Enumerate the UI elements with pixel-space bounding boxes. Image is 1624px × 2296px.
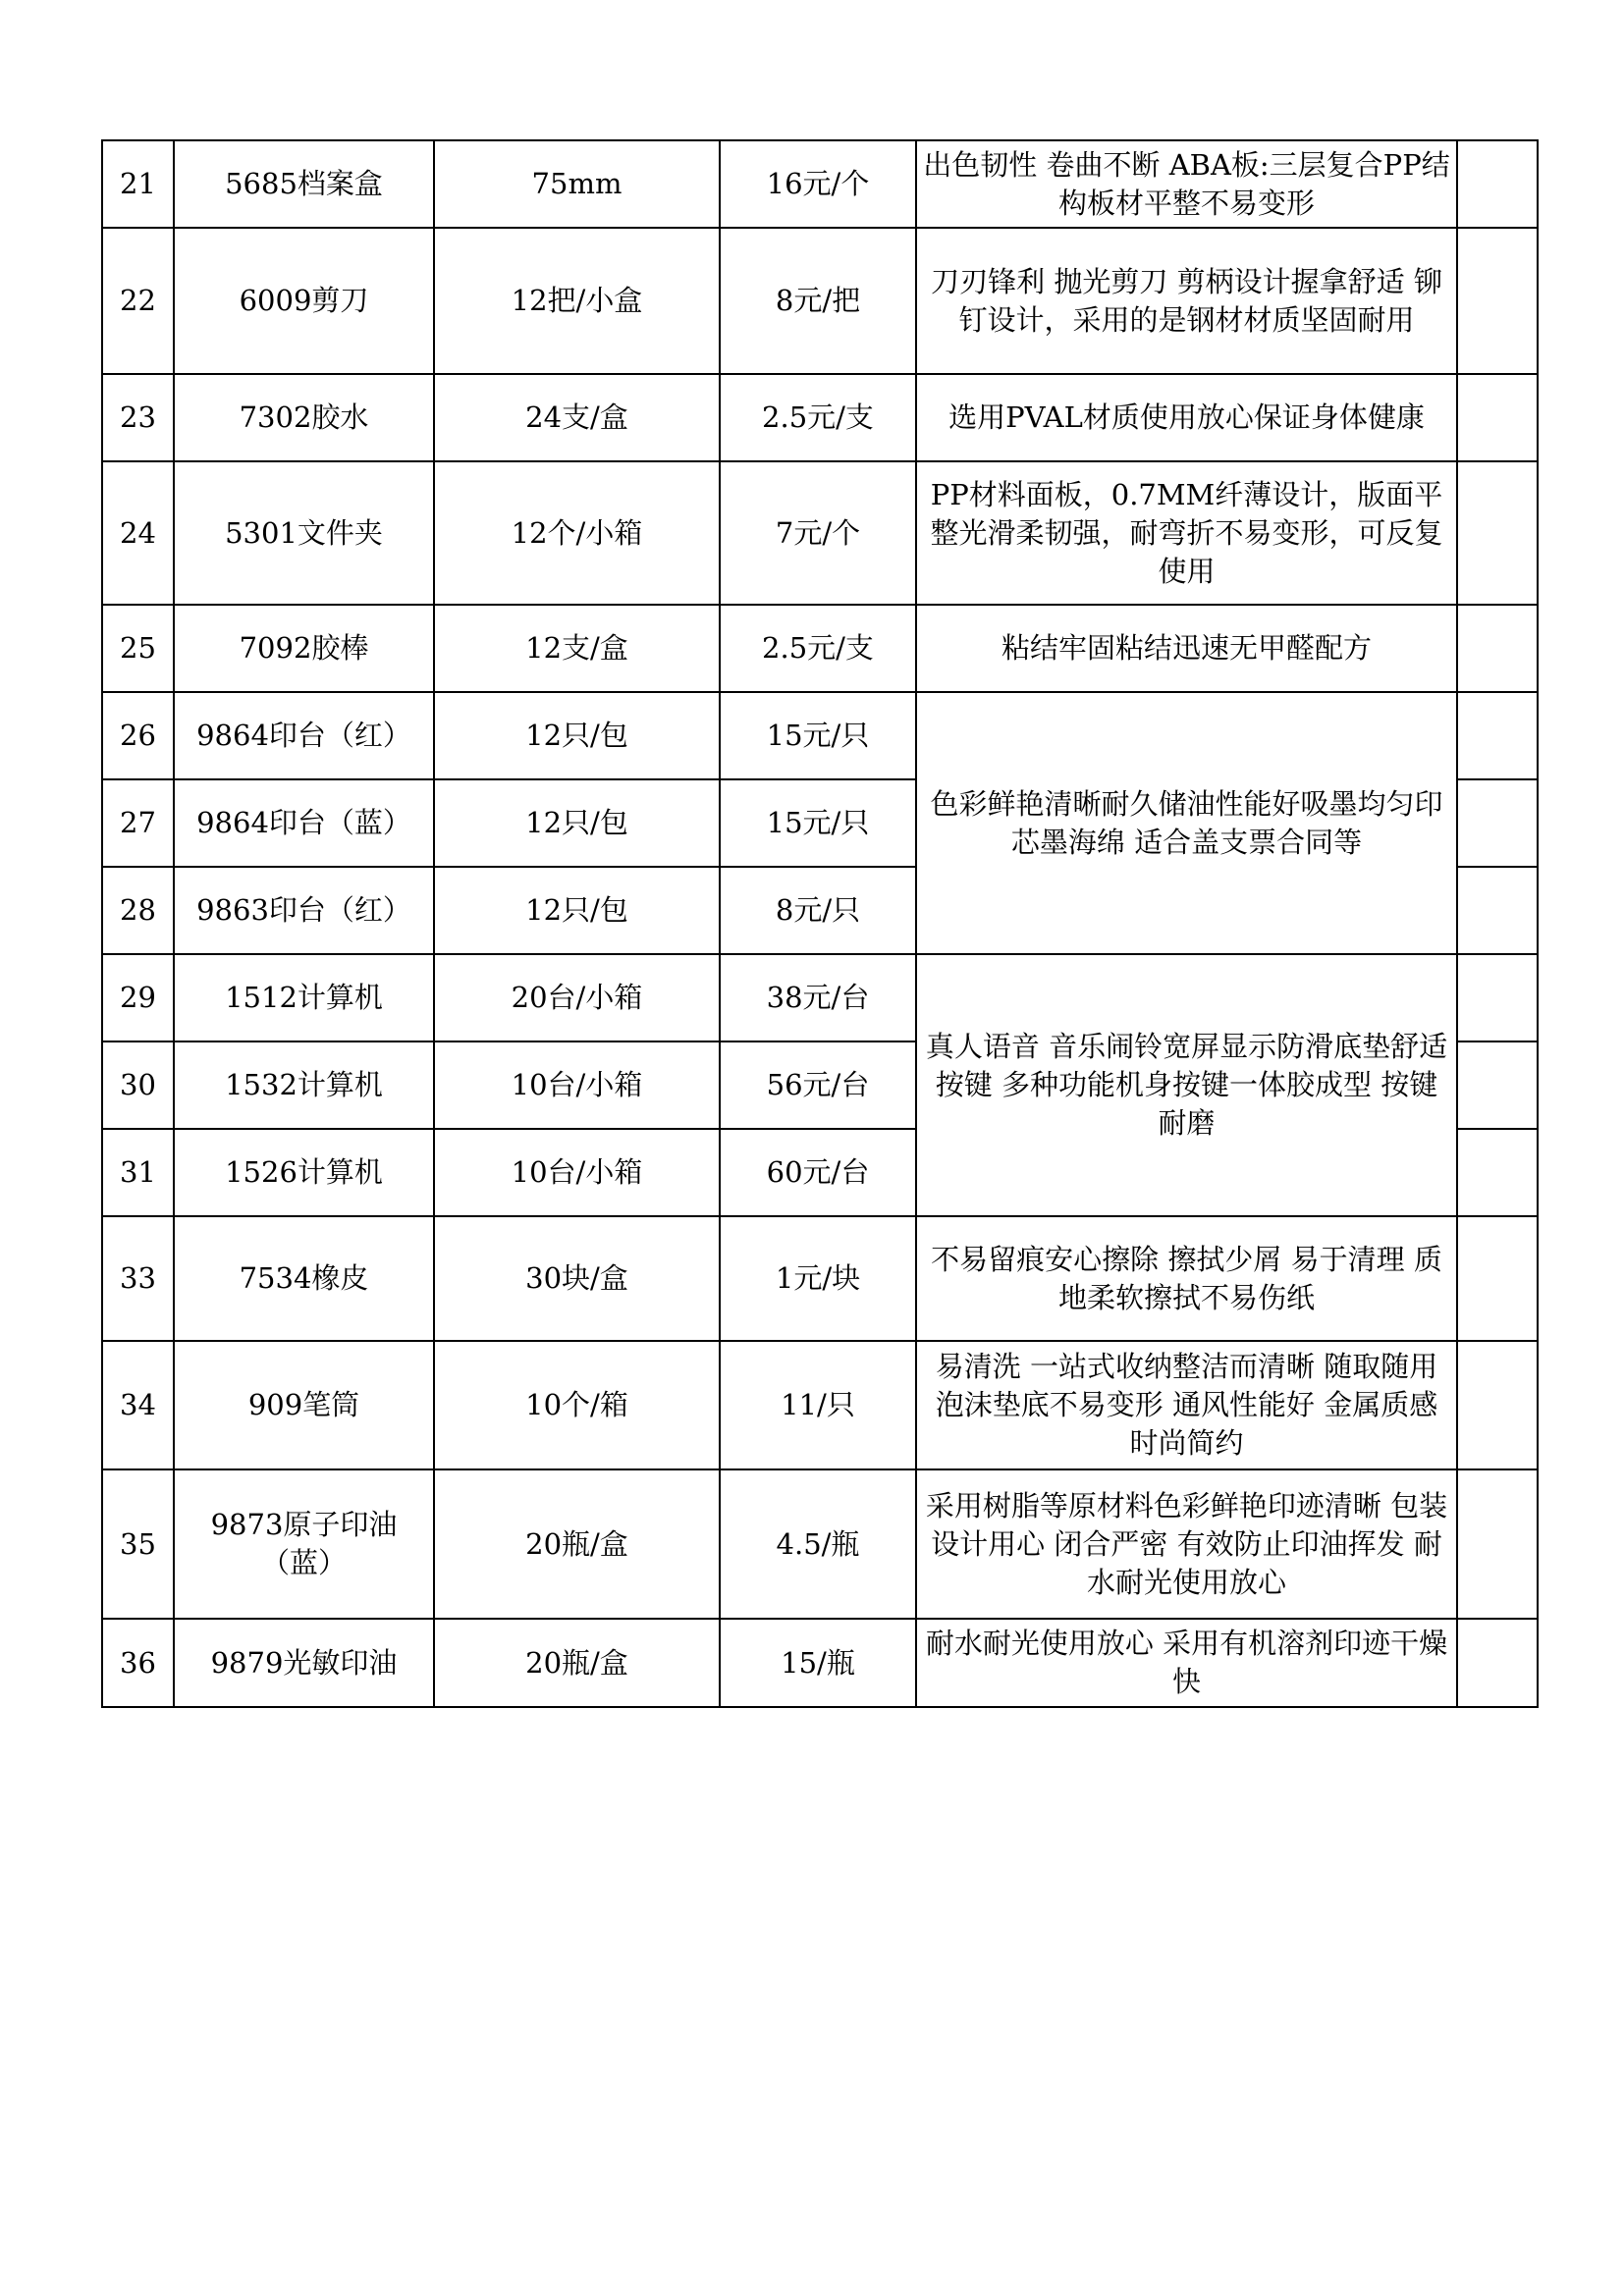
- row-number: 29: [102, 954, 174, 1041]
- product-name: 9864印台（蓝）: [174, 779, 434, 867]
- product-price: 16元/个: [720, 140, 916, 228]
- table-row: [102, 374, 1538, 461]
- product-price: 2.5元/支: [720, 605, 916, 692]
- product-table: [101, 139, 1539, 1708]
- row-number: 24: [102, 461, 174, 605]
- product-description: 刀刃锋利 抛光剪刀 剪柄设计握拿舒适 铆钉设计，采用的是钢材材质坚固耐用: [916, 228, 1457, 374]
- row-number: 26: [102, 692, 174, 779]
- extra-cell: [1457, 1041, 1538, 1129]
- table-row: [102, 228, 1538, 374]
- product-name: 1532计算机: [174, 1041, 434, 1129]
- extra-cell: [1457, 1469, 1538, 1619]
- table-row: [102, 1619, 1538, 1707]
- product-spec: 30块/盒: [434, 1216, 720, 1341]
- product-price: 4.5/瓶: [720, 1469, 916, 1619]
- extra-cell: [1457, 1216, 1538, 1341]
- product-price: 15元/只: [720, 779, 916, 867]
- extra-cell: [1457, 1341, 1538, 1469]
- extra-cell: [1457, 1129, 1538, 1216]
- product-price: 56元/台: [720, 1041, 916, 1129]
- product-name: 7302胶水: [174, 374, 434, 461]
- product-spec: 12个/小箱: [434, 461, 720, 605]
- row-number: 33: [102, 1216, 174, 1341]
- table-row: [102, 954, 1538, 1041]
- row-number: 22: [102, 228, 174, 374]
- product-price: 38元/台: [720, 954, 916, 1041]
- product-price: 8元/只: [720, 867, 916, 954]
- product-spec: 24支/盒: [434, 374, 720, 461]
- product-name: 9864印台（红）: [174, 692, 434, 779]
- product-price: 7元/个: [720, 461, 916, 605]
- calculator-group-description: 真人语音 音乐闹铃宽屏显示防滑底垫舒适按键 多种功能机身按键一体胶成型 按键耐磨: [916, 954, 1457, 1216]
- product-price: 8元/把: [720, 228, 916, 374]
- product-description: 粘结牢固粘结迅速无甲醛配方: [916, 605, 1457, 692]
- product-name: 5301文件夹: [174, 461, 434, 605]
- product-name: 1526计算机: [174, 1129, 434, 1216]
- extra-cell: [1457, 228, 1538, 374]
- product-description: 耐水耐光使用放心 采用有机溶剂印迹干燥快: [916, 1619, 1457, 1707]
- product-spec: 75mm: [434, 140, 720, 228]
- product-description: 不易留痕安心擦除 擦拭少屑 易于清理 质地柔软擦拭不易伤纸: [916, 1216, 1457, 1341]
- table-row: [102, 461, 1538, 605]
- product-price: 60元/台: [720, 1129, 916, 1216]
- inkpad-group-description: 色彩鲜艳清晰耐久储油性能好吸墨均匀印芯墨海绵 适合盖支票合同等: [916, 692, 1457, 954]
- row-number: 36: [102, 1619, 174, 1707]
- row-number: 21: [102, 140, 174, 228]
- product-price: 1元/块: [720, 1216, 916, 1341]
- extra-cell: [1457, 140, 1538, 228]
- product-name: 9863印台（红）: [174, 867, 434, 954]
- product-spec: 10台/小箱: [434, 1129, 720, 1216]
- row-number: 28: [102, 867, 174, 954]
- row-number: 23: [102, 374, 174, 461]
- row-number: 34: [102, 1341, 174, 1469]
- product-name: 9879光敏印油: [174, 1619, 434, 1707]
- product-spec: 12把/小盒: [434, 228, 720, 374]
- product-spec: 10台/小箱: [434, 1041, 720, 1129]
- table-row: [102, 1216, 1538, 1341]
- row-number: 25: [102, 605, 174, 692]
- product-name: 9873原子印油（蓝）: [174, 1469, 434, 1619]
- row-number: 27: [102, 779, 174, 867]
- product-spec: 10个/箱: [434, 1341, 720, 1469]
- extra-cell: [1457, 1619, 1538, 1707]
- table-row: [102, 692, 1538, 779]
- product-description: 采用树脂等原材料色彩鲜艳印迹清晰 包装设计用心 闭合严密 有效防止印油挥发 耐水耐光使用放心: [916, 1469, 1457, 1619]
- product-name: 909笔筒: [174, 1341, 434, 1469]
- extra-cell: [1457, 867, 1538, 954]
- product-spec: 12只/包: [434, 692, 720, 779]
- product-name: 1512计算机: [174, 954, 434, 1041]
- extra-cell: [1457, 461, 1538, 605]
- table-row: [102, 605, 1538, 692]
- product-spec: 12支/盒: [434, 605, 720, 692]
- product-name: 5685档案盒: [174, 140, 434, 228]
- product-spec: 20瓶/盒: [434, 1619, 720, 1707]
- extra-cell: [1457, 954, 1538, 1041]
- product-description: 易清洗 一站式收纳整洁而清晰 随取随用 泡沫垫底不易变形 通风性能好 金属质感时尚简约: [916, 1341, 1457, 1469]
- extra-cell: [1457, 374, 1538, 461]
- product-price: 2.5元/支: [720, 374, 916, 461]
- table-row: [102, 1341, 1538, 1469]
- row-number: 31: [102, 1129, 174, 1216]
- product-description: 出色韧性 卷曲不断 ABA板:三层复合PP结构板材平整不易变形: [916, 140, 1457, 228]
- extra-cell: [1457, 779, 1538, 867]
- product-spec: 12只/包: [434, 867, 720, 954]
- product-spec: 20瓶/盒: [434, 1469, 720, 1619]
- product-name: 7534橡皮: [174, 1216, 434, 1341]
- product-price: 15/瓶: [720, 1619, 916, 1707]
- extra-cell: [1457, 692, 1538, 779]
- product-spec: 12只/包: [434, 779, 720, 867]
- row-number: 35: [102, 1469, 174, 1619]
- extra-cell: [1457, 605, 1538, 692]
- product-name: 6009剪刀: [174, 228, 434, 374]
- product-description: 选用PVAL材质使用放心保证身体健康: [916, 374, 1457, 461]
- table-row: [102, 140, 1538, 228]
- product-spec: 20台/小箱: [434, 954, 720, 1041]
- product-price: 11/只: [720, 1341, 916, 1469]
- row-number: 30: [102, 1041, 174, 1129]
- table-row: [102, 1469, 1538, 1619]
- product-name: 7092胶棒: [174, 605, 434, 692]
- product-description: PP材料面板，0.7MM纤薄设计，版面平整光滑柔韧强，耐弯折不易变形，可反复使用: [916, 461, 1457, 605]
- product-price: 15元/只: [720, 692, 916, 779]
